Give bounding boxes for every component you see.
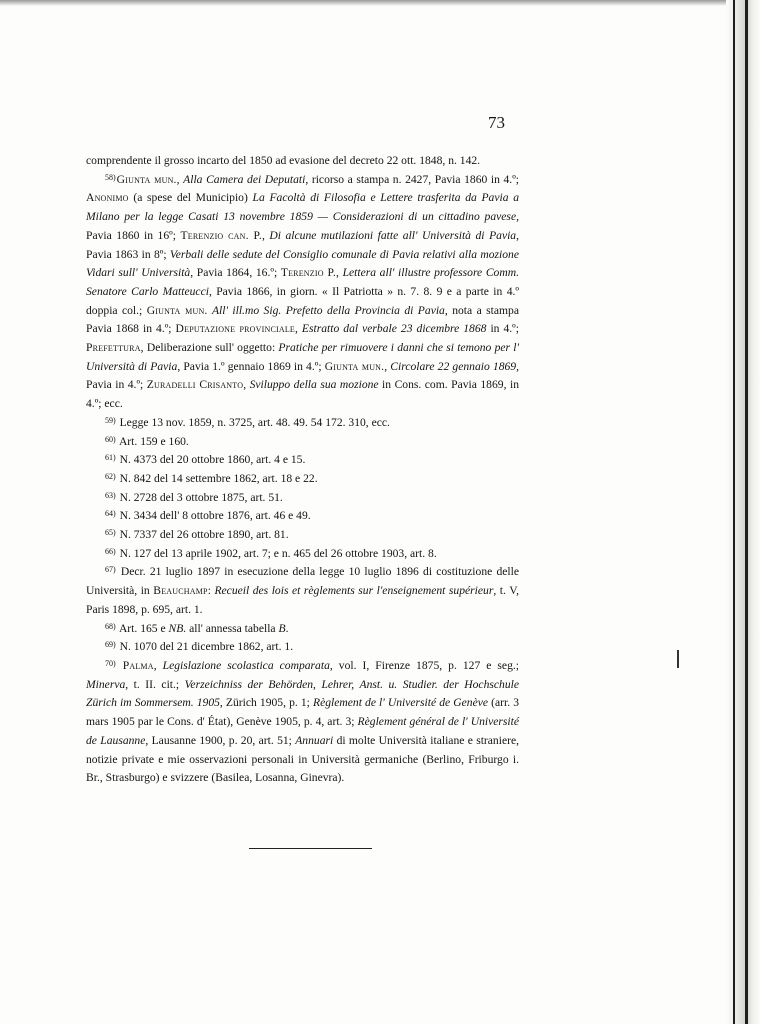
footnote-number: 68) (105, 621, 116, 631)
title: Annuari (295, 733, 334, 747)
footnote-68: $^{68)}$ Art. 165 e NB. all' annessa tabella B. (105, 621, 289, 635)
author: Zuradelli Crisanto (146, 378, 244, 392)
footnote-number: 58) (105, 172, 116, 182)
stray-mark (677, 650, 679, 668)
scan-right-edge (726, 0, 760, 1024)
author: Giunta mun. (146, 303, 208, 317)
footnote-62: $^{62)}$ N. 842 del 14 settembre 1862, art. 18 e 22. (105, 471, 318, 485)
title: All' ill.mo Sig. Prefetto della Provincia di Pavia (211, 303, 445, 317)
title: Pratiche per rimuovere i danni che si temono per l' Università di Pavia (86, 341, 519, 373)
title: Lettera all' illustre professore Comm. Senatore Carlo Matteucci (86, 266, 519, 298)
footnote-number: 69) (105, 640, 116, 650)
footnote-number: 59) (105, 415, 116, 425)
author: Anonimo (86, 191, 129, 205)
title: Recueil des lois et règlements sur l'enseignement supérieur (214, 584, 494, 598)
author: Terenzio P. (280, 266, 337, 280)
footnote-66: $^{66)}$ N. 127 del 13 aprile 1902, art. 7; e n. 465 del 26 ottobre 1903, art. 8. (105, 546, 437, 560)
footnote-number: 70) (105, 658, 116, 668)
footnote-70: $^{70)}$ Palma, Legislazione scolastica comparata, vol. I, Firenze 1875, p. 127 e seg.; Minerva, t. II. cit.; Verzeichniss der Behörden, Lehrer, Anst. u. Studier. der Hochschule Zürich im Sommersem. 1905, Zürich 1905, p. 1; Règlement de l' Université de Genève (arr. 3 mars 1905 par le Cons. d' État), Genève 1905, p. 4, art. 3; Règlement général de l' Université de Lausanne, Lausanne 1900, p. 20, art. 51; Annuari di molte Università italiane e straniere, notizie private e mie osservazioni personali in Università germaniche (Berlino, Friburgo i. Br., Strasburgo) e svizzere (Basilea, Losanna, Ginevra). (86, 658, 520, 785)
author: Giunta mun. (324, 359, 385, 373)
author: Deputazione provinciale (175, 322, 295, 336)
title: Estratto dal verbale 23 dicembre 1868 (301, 322, 487, 336)
title: La Facoltà di Filosofia e Lettere trasferita da Pavia a Milano per la legge Casati 13 novembre 1859 — Considerazioni di un cittadino pavese (86, 191, 519, 224)
footnote-64: $^{64)}$ N. 3434 dell' 8 ottobre 1876, art. 46 e 49. (105, 509, 311, 523)
footnote-60: $^{60)}$ Art. 159 e 160. (105, 434, 189, 448)
footnotes (86, 152, 519, 788)
footnote-61: $^{61)}$ N. 4373 del 20 ottobre 1860, art. 4 e 15. (105, 453, 306, 467)
author: Palma (122, 658, 154, 672)
footnote-number: 64) (105, 509, 116, 519)
footnote-63: $^{63)}$ N. 2728 del 3 ottobre 1875, art. 51. (105, 490, 283, 504)
scan-edge-line (745, 0, 748, 1024)
author: Giunta mun. (116, 172, 177, 186)
scan-top-shadow (0, 0, 760, 6)
footnote-58: $^{58)}$Giunta mun., Alla Camera dei Deputati, ricorso a stampa n. 2427, Pavia 1860 in 4.º; Anonimo (a spese del Municipio) La Facoltà di Filosofia e Lettere trasferita da Pavia a Milano per la legge Casati 13 novembre 1859 — Considerazioni di un cittadino pavese, Pavia 1860 in 16º; Terenzio can. P., Di alcune mutilazioni fatte all' Università di Pavia, Pavia 1863 in 8º; Verbali delle sedute del Consiglio comunale di Pavia relativi alla mozione Vidari sull' Università, Pavia 1864, 16.º; Terenzio P., Lettera all' illustre professore Comm. Senatore Carlo Matteucci, Pavia 1866, in giorn. « Il Patriotta » n. 7. 8. 9 e a parte in 4.º doppia col.; Giunta mun. All' ill.mo Sig. Prefetto della Provincia di Pavia, nota a stampa Pavia 1868 in 4.º; Deputazione provinciale, Estratto dal verbale 23 dicembre 1868 in 4.º; Prefettura, Deliberazione sull' oggetto: Pratiche per rimuovere i danni che si temono per l' Università di Pavia, Pavia 1.º gennaio 1869 in 4.º; Giunta mun., Circolare 22 gennaio 1869, Pavia in 4.º; Zuradelli Crisanto, Sviluppo della sua mozione in Cons. com. Pavia 1869, in 4.º; ecc. (86, 172, 520, 411)
footnote-57-continuation: comprendente il grosso incarto del 1850 ad evasione del decreto 22 ott. 1848, n. 142. (86, 154, 481, 167)
footnote-number: 60) (105, 434, 116, 444)
scan-edge-line (733, 0, 735, 1024)
title: Règlement général de l' Université de Lausanne (86, 715, 520, 747)
author: Beauchamp (153, 584, 208, 598)
footnote-65: $^{65)}$ N. 7337 del 26 ottobre 1890, art. 81. (105, 528, 289, 542)
footnote-number: 62) (105, 471, 116, 481)
author: Prefettura (86, 341, 141, 355)
footnote-number: 67) (105, 565, 116, 575)
footnote-69: $^{69)}$ N. 1070 del 21 dicembre 1862, art. 1. (105, 640, 294, 654)
title: Di alcune mutilazioni fatte all' Università di Pavia (269, 228, 517, 242)
title: Règlement de l' Université de Genève (313, 696, 489, 710)
title: Verbali delle sedute del Consiglio comunale di Pavia relativi alla mozione Vidari sull' Università (86, 247, 519, 280)
title: Legislazione scolastica comparata (162, 658, 330, 672)
title: Alla Camera dei Deputati (183, 172, 306, 186)
title: Minerva (86, 677, 126, 691)
footnote-number: 65) (105, 528, 116, 538)
title: Verzeichniss der Behörden, Lehrer, Anst. u. Studier. der Hochschule Zürich im Sommersem. 1905 (86, 677, 519, 710)
title: Circolare 22 gennaio 1869 (390, 359, 517, 373)
page-number: 73 (488, 113, 505, 132)
footnote-number: 63) (105, 490, 116, 500)
title: Sviluppo della sua mozione (249, 378, 379, 392)
footnote-59: $^{59)}$ Legge 13 nov. 1859, n. 3725, art. 48. 49. 54 172. 310, ecc. (105, 415, 390, 429)
footnote-number: 66) (105, 546, 116, 556)
author: Terenzio can. P. (180, 228, 262, 242)
footnote-number: 61) (105, 453, 116, 463)
end-rule (249, 848, 372, 849)
footnote-67: $^{67)}$ Decr. 21 luglio 1897 in esecuzione della legge 10 luglio 1896 di costituzione delle Università, in Beauchamp: Recueil des lois et règlements sur l'enseignement supérieur, t. V, Paris 1898, p. 695, art. 1. (86, 565, 519, 616)
